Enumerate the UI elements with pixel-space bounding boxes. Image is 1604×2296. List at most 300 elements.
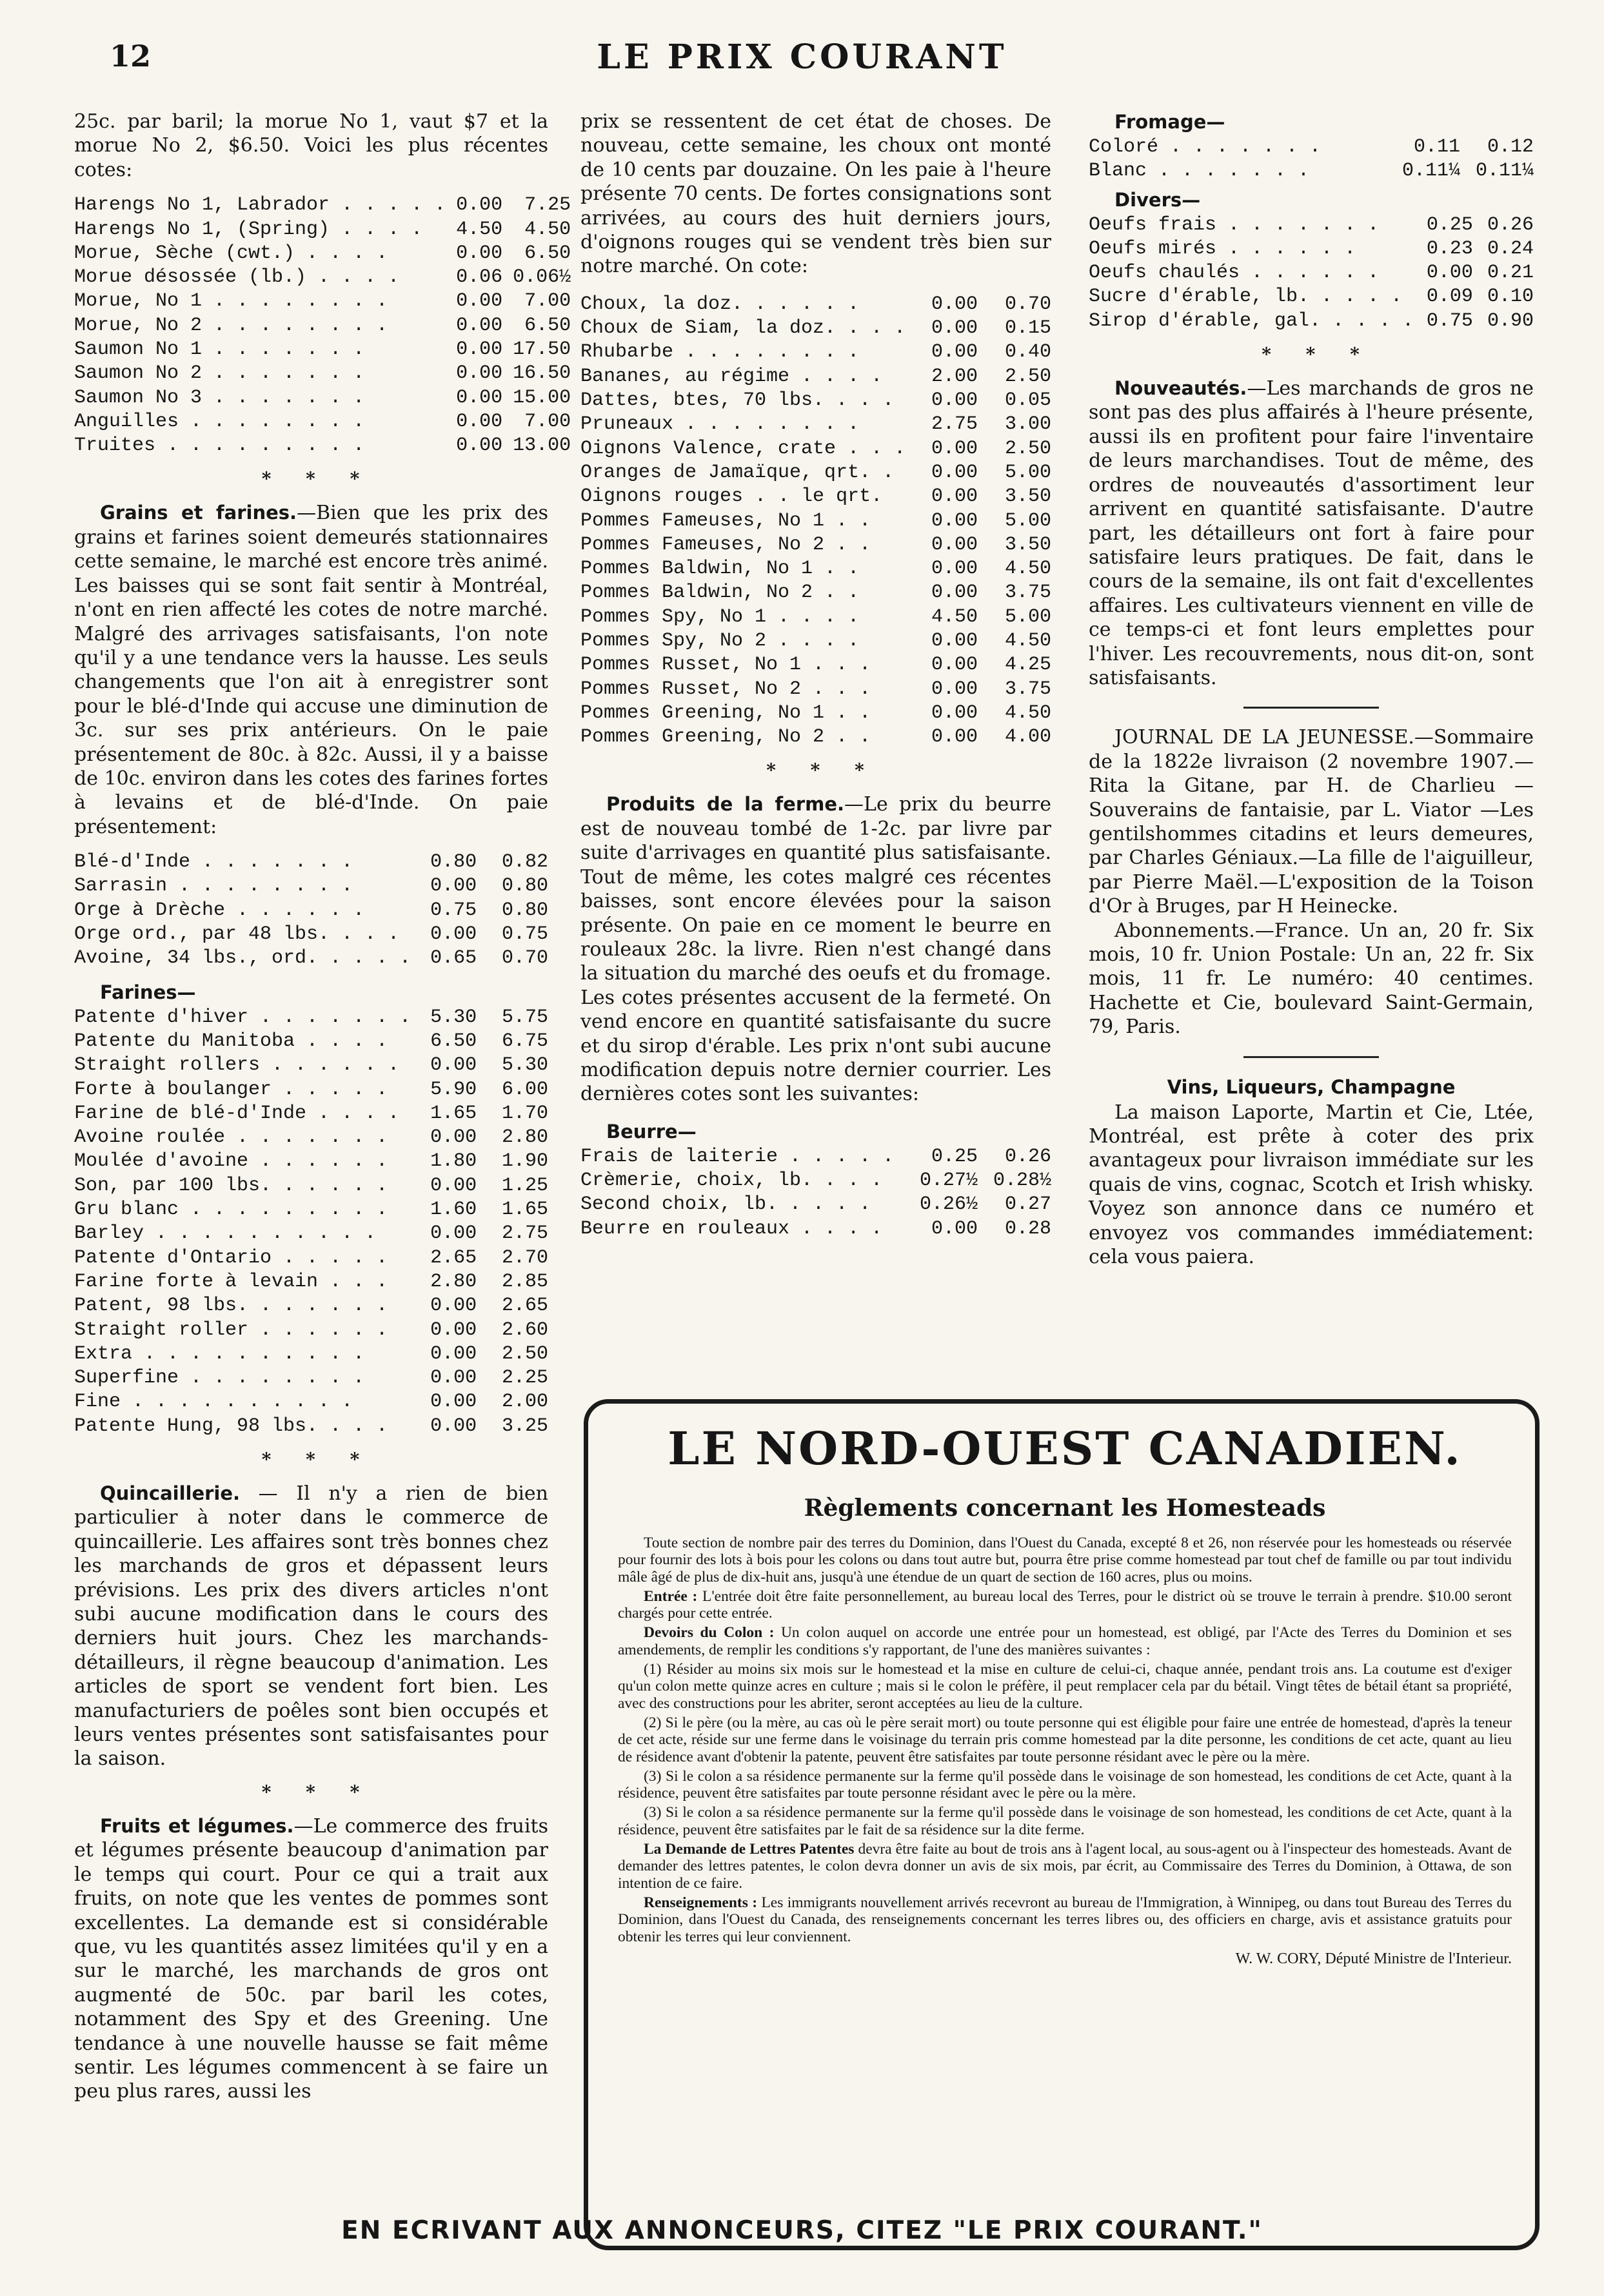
price-row <box>74 1415 548 1438</box>
fromage-heading: Fromage— <box>1114 111 1225 133</box>
price-row <box>1089 213 1534 237</box>
price-low: 0.00 <box>430 1342 477 1365</box>
column-2 <box>580 110 1051 1241</box>
fish-price-table <box>74 193 571 458</box>
price-row <box>74 1006 548 1030</box>
fish-intro: 25c. par baril; la morue No 1, vaut $7 et la morue No 2, $6.50. Voici les plus récentes cotes: <box>74 110 548 181</box>
section-divider-stars: * * * <box>1262 344 1374 366</box>
price-low: 0.00 <box>931 486 978 508</box>
grain-price-table <box>74 850 548 970</box>
item-name: Pommes Fameuses, No 2 . . <box>580 533 871 556</box>
item-name: Pommes Greening, No 1 . . <box>580 702 871 724</box>
item-name: Farine de blé-d'Inde . . . . <box>74 1102 400 1124</box>
price-high: 16.50 <box>513 362 571 385</box>
price-low: 0.06 <box>456 266 503 289</box>
ferme-text: —Le prix du beurre est de nouveau tombé de 1-2c. par livre par suite d'arrivages en quantité plus satisfaisante. Tout de même, les cotes malgré ces récentes baisses, sont encore élevées pour la saison présente. On paie en ce moment le beurre en rouleaux 28c. la livre. Rien n'est changé dans la situation du marché des oeufs et du fromage. Les cotes présentes accusent de la fermeté. On vend encore en quantité satisfaisante du sucre et du sirop d'érable. Les prix n'ont subi aucune modification depuis notre dernier courrier. Les dernières cotes sont les suivantes: <box>580 793 1051 1106</box>
price-row <box>1089 237 1534 261</box>
item-name: Straight rollers . . . . . . <box>74 1054 400 1077</box>
item-name: Pommes Spy, No 2 . . . . <box>580 630 860 652</box>
ad-signature: W. W. CORY, Député Ministre de l'Interieur. <box>1235 1950 1512 1967</box>
beurre-heading: Beurre— <box>606 1120 697 1143</box>
price-low: 0.11 <box>1413 136 1460 158</box>
price-row <box>74 899 548 923</box>
price-low: 4.50 <box>456 218 503 240</box>
price-low: 0.00 <box>430 875 477 898</box>
price-high: 5.00 <box>1004 461 1051 484</box>
price-low: 0.00 <box>456 435 503 457</box>
price-high: 2.25 <box>501 1367 548 1389</box>
price-high: 6.00 <box>501 1078 548 1101</box>
price-low: 0.00 <box>931 437 978 460</box>
vins-paragraph: La maison Laporte, Martin et Cie, Ltée, Montréal, est prête à coter des prix avantageux pour livraison immédiate sur les quais de vins, cognac, Scotch et Irish whisky. Voyez son annonce dans ce numéro et envoyez vos commandes immédiatement: cela vous paiera. <box>1089 1101 1534 1269</box>
item-name: Pommes Baldwin, No 1 . . <box>580 558 860 580</box>
grains-heading: Grains et farines. <box>100 502 297 524</box>
price-high: 1.25 <box>501 1174 548 1197</box>
price-low: 0.00 <box>456 242 503 264</box>
price-low: 0.11¼ <box>1401 160 1460 182</box>
butter-price-table <box>580 1145 1051 1241</box>
quincaillerie-heading: Quincaillerie. <box>100 1482 241 1504</box>
price-low: 0.00 <box>931 341 978 364</box>
ad-condition-1: (1) Résider au moins six mois sur le homestead et la mise en culture de celui-ci, chaque année, pendant trois ans. La coutume est d'exiger qu'un colon mette quinze acres en culture ; mais si le colon le préfère, il peut remplacer cela par du bétail. Vingt têtes de bétail étant sa propriété, avec des constructions pour les abriter, seront acceptées au lieu de la culture. <box>618 1661 1512 1712</box>
grains-paragraph <box>74 501 548 839</box>
price-high: 3.25 <box>501 1415 548 1437</box>
section-divider-stars: * * * <box>766 760 878 781</box>
item-name: Saumon No 3 . . . . . . . <box>74 386 365 409</box>
price-row <box>580 437 1051 461</box>
item-name: Saumon No 2 . . . . . . . <box>74 362 365 385</box>
price-low: 0.00 <box>430 1391 477 1413</box>
price-low: 0.00 <box>931 389 978 412</box>
price-row <box>74 874 548 898</box>
section-divider-stars: * * * <box>261 1781 374 1803</box>
vegetable-price-table <box>580 293 1051 750</box>
price-row <box>74 1390 548 1414</box>
item-name: Barley . . . . . . . . . . <box>74 1222 377 1245</box>
price-low: 0.00 <box>931 293 978 315</box>
price-high: 2.50 <box>501 1342 548 1365</box>
price-high: 7.25 <box>524 194 571 217</box>
price-row <box>74 242 571 266</box>
price-row <box>74 923 548 947</box>
price-low: 1.60 <box>430 1199 477 1221</box>
price-row <box>580 413 1051 437</box>
item-name: Truites . . . . . . . . . <box>74 435 365 457</box>
price-row <box>74 1078 548 1102</box>
item-name: Second choix, lb. . . . . <box>580 1193 871 1216</box>
price-low: 0.00 <box>931 533 978 556</box>
item-name: Pommes Russet, No 1 . . . <box>580 654 871 676</box>
ad-entree-text: L'entrée doit être faite personnellement, au bureau local des Terres, pour le district où se trouve le terrain à prendre. $10.00 seront chargés pour cette entrée. <box>618 1587 1512 1622</box>
price-row <box>74 1126 548 1150</box>
price-low: 5.30 <box>430 1006 477 1028</box>
item-name: Gru blanc . . . . . . . . . <box>74 1199 388 1221</box>
price-low: 0.23 <box>1426 237 1473 260</box>
price-row <box>74 1174 548 1198</box>
price-row <box>580 629 1051 653</box>
price-row <box>580 1145 1051 1169</box>
nouveautes-text: —Les marchands de gros ne sont pas des plus affairés à l'heure présente, aussi ils en profitent pour faire l'inventaire de leurs marchandises. Tout de même, des ordres de nouveautés d'assortiment leur arrivent en quantité satisfaisante. D'autre part, les détailleurs ont fort à faire pour satisfaire leurs pratiques. De fait, dans le cours de la semaine, ils ont fait d'excellentes affaires. Les cultivateurs viennent en ville de ce temps-ci et font leurs emplettes pour l'hiver. Les recouvrements, nous dit-on, sont satisfaisants. <box>1089 377 1534 689</box>
price-row <box>74 1054 548 1077</box>
abonnements-paragraph: Abonnements.—France. Un an, 20 fr. Six mois, 10 fr. Union Postale: Un an, 22 fr. Six mois, 11 fr. Le numéro: 40 centimes. Hachette et Cie, boulevard Saint-Germain, 79, Paris. <box>1089 919 1534 1039</box>
price-high: 0.28½ <box>993 1170 1051 1192</box>
price-low: 0.00 <box>430 923 477 946</box>
item-name: Forte à boulanger . . . . . <box>74 1078 388 1101</box>
price-row <box>1089 285 1534 309</box>
price-row <box>74 410 571 434</box>
price-high: 0.12 <box>1487 136 1534 158</box>
price-row <box>580 725 1051 749</box>
item-name: Rhubarbe . . . . . . . . <box>580 341 860 364</box>
ferme-paragraph <box>580 792 1051 1106</box>
item-name: Blanc . . . . . . . <box>1089 160 1310 182</box>
item-name: Extra . . . . . . . . . . <box>74 1342 365 1365</box>
price-row <box>580 509 1051 533</box>
price-row <box>74 362 571 386</box>
price-high: 4.50 <box>1004 630 1051 652</box>
item-name: Pommes Baldwin, No 2 . . <box>580 582 860 604</box>
item-name: Pommes Fameuses, No 1 . . <box>580 509 871 532</box>
price-low: 0.00 <box>430 1222 477 1245</box>
item-name: Oignons rouges . . le qrt. <box>580 486 883 508</box>
price-high: 15.00 <box>513 386 571 409</box>
journal-title: LE PRIX COURANT <box>597 37 1007 77</box>
item-name: Sarrasin . . . . . . . . <box>74 875 353 898</box>
price-high: 2.00 <box>501 1391 548 1413</box>
price-row <box>74 1294 548 1318</box>
price-row <box>74 434 571 458</box>
item-name: Farine forte à levain . . . <box>74 1270 388 1293</box>
vegetables-intro: prix se ressentent de cet état de choses. De nouveau, cette semaine, les choux ont monté de 10 cents par douzaine. On les paie à l'heure présente 70 cents. De fortes consignations sont arrivées, au cours des huit derniers jours, d'oignons rouges qui se vendent très bien sur notre marché. On cote: <box>580 110 1051 278</box>
item-name: Anguilles . . . . . . . . <box>74 410 365 433</box>
divers-price-table <box>1089 213 1534 333</box>
price-low: 0.00 <box>430 1174 477 1197</box>
price-high: 1.90 <box>501 1150 548 1173</box>
price-high: 2.75 <box>501 1222 548 1245</box>
ad-condition-3: (3) Si le colon a sa résidence permanente sur la ferme qu'il possède dans le voisinage de son homestead, les conditions de cet Acte, quant à la résidence, peuvent être satisfaites par toute personne résidant avec le père ou la mère. <box>618 1767 1512 1802</box>
price-high: 3.75 <box>1004 582 1051 604</box>
item-name: Son, par 100 lbs. . . . . . <box>74 1174 388 1197</box>
ad-condition-2: (2) Si le père (ou la mère, au cas où le père serait mort) ou toute personne qui est éligible pour faire une entrée de homestead, d'après la teneur de cet acte, réside sur une ferme dans le voisinage du terrain pris comme homestead par la dite personne, les conditions de cet acte, quant au lieu de résidence avant d'obtenir la patente, peuvent être satisfaites par toute personne résidant avec le père ou la mère. <box>618 1714 1512 1765</box>
ad-entree <box>618 1588 1512 1622</box>
quincaillerie-text: — Il n'y a rien de bien particulier à noter dans le commerce de quincaillerie. Les affaires sont très bonnes chez les marchands de gros et dépassent leurs prévisions. Les prix des divers articles n'ont subi aucune modification dans le cours des derniers huit jours. Chez les marchands-détailleurs, il règne beaucoup d'animation. Les articles de sport se vendent fort bien. Les manufacturiers de poêles sont bien occupés et leurs ventes présentes sont satisfaisantes pour la saison. <box>74 1482 548 1771</box>
fruits-heading: Fruits et légumes. <box>100 1814 294 1837</box>
ad-subtitle: Règlements concernant les Homesteads <box>804 1495 1326 1522</box>
price-row <box>580 702 1051 725</box>
price-high: 13.00 <box>513 435 571 457</box>
price-high: 3.00 <box>1004 413 1051 436</box>
item-name: Morue, No 1 . . . . . . . . <box>74 290 388 313</box>
price-high: 0.70 <box>1004 293 1051 315</box>
item-name: Patente d'Ontario . . . . . <box>74 1246 388 1269</box>
ad-title: LE NORD-OUEST CANADIEN. <box>668 1422 1462 1475</box>
item-name: Pommes Greening, No 2 . . <box>580 726 871 749</box>
price-low: 0.00 <box>931 461 978 484</box>
price-high: 4.50 <box>1004 702 1051 724</box>
price-row <box>580 365 1051 389</box>
item-name: Choux de Siam, la doz. . . . <box>580 317 906 340</box>
price-low: 0.00 <box>456 314 503 337</box>
price-row <box>580 557 1051 581</box>
price-row <box>74 193 571 217</box>
price-row <box>580 1169 1051 1193</box>
price-low: 2.00 <box>931 365 978 388</box>
fruits-text: —Le commerce des fruits et légumes présente beaucoup d'animation par le temps qui court. Pour ce qui a trait aux fruits, on note que les ventes de pommes sont excellentes. La demande est si considérable que, vu les quantités assez limitées qu'il y en a sur le marché, les marchands de gros ont augmenté de 50c. par baril les cotes, notamment des Spy et des Greening. Une tendance à une nouvelle hausse se fait même sentir. Les légumes commencent à se faire un peu plus rares, aussi les <box>74 1814 548 2103</box>
divider-rule <box>1243 1056 1379 1058</box>
fruits-paragraph <box>74 1814 548 2104</box>
item-name: Saumon No 1 . . . . . . . <box>74 339 365 360</box>
item-name: Dattes, btes, 70 lbs. . . . <box>580 389 895 412</box>
price-low: 0.00 <box>931 509 978 532</box>
price-low: 0.65 <box>430 947 477 970</box>
item-name: Moulée d'avoine . . . . . . <box>74 1150 388 1173</box>
price-high: 7.00 <box>524 410 571 433</box>
price-low: 2.80 <box>430 1270 477 1293</box>
price-row <box>580 340 1051 364</box>
price-row <box>74 1319 548 1342</box>
price-high: 0.82 <box>501 851 548 874</box>
ad-devoirs-text: Un colon auquel on accorde une entrée pour un homestead, est obligé, par l'Acte des Terres du Dominion et ses amendements, de remplir les conditions s'y rapportant, de l'une des manières suivantes : <box>618 1624 1512 1658</box>
item-name: Oignons Valence, crate . . . <box>580 437 906 460</box>
price-row <box>580 293 1051 317</box>
item-name: Superfine . . . . . . . . <box>74 1367 365 1389</box>
price-low: 0.00 <box>456 290 503 313</box>
price-low: 0.00 <box>1426 262 1473 284</box>
price-row <box>74 1198 548 1222</box>
price-high: 0.05 <box>1004 389 1051 412</box>
price-row <box>580 605 1051 629</box>
homestead-advertisement <box>584 1399 1540 2250</box>
ad-rens-text: Les immigrants nouvellement arrivés recevront au bureau de l'Immigration, à Winnipeg, ou dans tout Bureau des Terres du Dominion, dans l'Ouest du Canada, des renseignements concernant les terres libres ou, des officiers en charge, avis et assistance gratuits pour obtenir les terres qui leur conviennent. <box>618 1894 1512 1945</box>
price-row <box>74 1150 548 1173</box>
price-high: 2.60 <box>501 1319 548 1341</box>
price-high: 4.00 <box>1004 726 1051 749</box>
ad-devoirs-label: Devoirs du Colon : <box>644 1624 775 1642</box>
item-name: Coloré . . . . . . . <box>1089 136 1322 158</box>
price-low: 5.90 <box>430 1078 477 1101</box>
price-high: 5.30 <box>501 1054 548 1077</box>
price-high: 0.21 <box>1487 262 1534 284</box>
item-name: Oranges de Jamaïque, qrt. . <box>580 461 895 484</box>
price-low: 0.00 <box>931 558 978 580</box>
ad-devoirs <box>618 1624 1512 1658</box>
price-high: 5.00 <box>1004 605 1051 628</box>
price-low: 0.00 <box>456 339 503 360</box>
section-divider-stars: * * * <box>261 468 374 490</box>
section-divider-stars: * * * <box>261 1449 374 1470</box>
price-low: 2.65 <box>430 1246 477 1269</box>
price-row <box>74 266 571 289</box>
price-high: 2.50 <box>1004 437 1051 460</box>
ad-condition-4: (3) Si le colon a sa résidence permanente sur la ferme qu'il possède dans le voisinage de son homestead, les conditions de cet Acte, quant à la résidence, peuvent être satisfaites par le fait de sa résidence sur la dite ferme. <box>618 1804 1512 1838</box>
ad-demande <box>618 1841 1512 1892</box>
item-name: Orge ord., par 48 lbs. . . . <box>74 923 400 946</box>
price-high: 6.75 <box>501 1030 548 1052</box>
price-row <box>580 461 1051 485</box>
item-name: Patent, 98 lbs. . . . . . . <box>74 1295 388 1317</box>
price-high: 0.70 <box>501 947 548 970</box>
price-low: 0.00 <box>456 362 503 385</box>
price-row <box>74 338 571 362</box>
price-high: 4.25 <box>1004 654 1051 676</box>
price-low: 0.00 <box>456 386 503 409</box>
price-low: 1.65 <box>430 1102 477 1124</box>
item-name: Blé-d'Inde . . . . . . . <box>74 851 353 874</box>
price-low: 0.09 <box>1426 286 1473 308</box>
price-low: 0.00 <box>931 726 978 749</box>
price-high: 5.75 <box>501 1006 548 1028</box>
divers-heading: Divers— <box>1114 188 1201 211</box>
item-name: Frais de laiterie . . . . . <box>580 1145 895 1168</box>
divider-rule <box>1243 707 1379 709</box>
price-row <box>580 485 1051 509</box>
price-high: 2.50 <box>1004 365 1051 388</box>
price-low: 0.75 <box>1426 309 1473 332</box>
price-row <box>580 317 1051 340</box>
price-low: 0.80 <box>430 851 477 874</box>
ad-entree-label: Entrée : <box>644 1587 698 1605</box>
item-name: Morue désossée (lb.) . . . . <box>74 266 400 289</box>
price-high: 2.80 <box>501 1126 548 1149</box>
price-low: 0.26½ <box>919 1193 978 1216</box>
price-low: 0.25 <box>931 1145 978 1168</box>
item-name: Fine . . . . . . . . . . <box>74 1391 353 1413</box>
column-1 <box>74 110 571 2104</box>
footer-notice: EN ECRIVANT AUX ANNONCEURS, CITEZ "LE PRIX COURANT." <box>341 2216 1263 2245</box>
price-high: 1.65 <box>501 1199 548 1221</box>
price-high: 2.65 <box>501 1295 548 1317</box>
journal-jeunesse-paragraph: JOURNAL DE LA JEUNESSE.—Sommaire de la 1822e livraison (2 novembre 1907.—Rita la Gitane, par H. de Charlieu —Souverains de fantaisie, par L. Viator —Les gentilshommes citadins et leurs demeures, par Charles Géniaux.—La fille de l'aiguilleur, par Pierre Maël.—L'exposition de la Toison d'Or à Bruges, par H Heinecke. <box>1089 726 1534 918</box>
item-name: Patente d'hiver . . . . . . . <box>74 1006 411 1028</box>
price-low: 0.00 <box>430 1319 477 1341</box>
ad-rens-label: Renseignements : <box>644 1894 758 1911</box>
price-low: 0.75 <box>430 899 477 921</box>
item-name: Orge à Drèche . . . . . . <box>74 899 365 921</box>
price-low: 0.00 <box>456 194 503 217</box>
price-row <box>580 1217 1051 1241</box>
price-high: 0.28 <box>1004 1217 1051 1240</box>
price-row <box>74 386 571 410</box>
price-low: 0.00 <box>931 1217 978 1240</box>
price-high: 0.15 <box>1004 317 1051 340</box>
price-high: 2.85 <box>501 1270 548 1293</box>
price-row <box>74 1342 548 1366</box>
item-name: Oeufs frais . . . . . . . <box>1089 213 1380 236</box>
price-high: 0.06½ <box>513 266 571 289</box>
farines-heading: Farines— <box>100 981 196 1003</box>
item-name: Patente Hung, 98 lbs. . . . <box>74 1415 388 1437</box>
price-row <box>580 1193 1051 1217</box>
ad-demande-label: La Demande de Lettres Patentes <box>644 1841 855 1858</box>
item-name: Morue, No 2 . . . . . . . . <box>74 314 388 337</box>
item-name: Harengs No 1, (Spring) . . . . <box>74 218 423 240</box>
price-high: 6.50 <box>524 242 571 264</box>
vins-heading: Vins, Liqueurs, Champagne <box>1167 1075 1456 1098</box>
price-low: 2.75 <box>931 413 978 436</box>
price-low: 6.50 <box>430 1030 477 1052</box>
price-low: 0.27½ <box>919 1170 978 1192</box>
price-low: 4.50 <box>931 605 978 628</box>
price-high: 0.26 <box>1004 1145 1051 1168</box>
item-name: Bananes, au régime . . . . <box>580 365 883 388</box>
page-number: 12 <box>110 39 152 74</box>
price-high: 0.75 <box>501 923 548 946</box>
ad-demande-text: devra être faite au bout de trois ans à l'agent local, au sous-agent ou à l'inspecteur des homesteads. Avant de demander des lettres patentes, le colon devra donner un avis de six mois, par écrit, au Commissaire des Terres du Dominion, à Ottawa, de son intention de ce faire. <box>618 1841 1512 1892</box>
ferme-heading: Produits de la ferme. <box>606 793 845 816</box>
price-row <box>74 1366 548 1390</box>
item-name: Pruneaux . . . . . . . . <box>580 413 860 436</box>
price-low: 0.00 <box>931 630 978 652</box>
price-row <box>74 1246 548 1270</box>
price-low: 0.00 <box>430 1054 477 1077</box>
item-name: Harengs No 1, Labrador . . . . . <box>74 194 446 217</box>
item-name: Avoine roulée . . . . . . . <box>74 1126 388 1149</box>
price-high: 0.40 <box>1004 341 1051 364</box>
item-name: Avoine, 34 lbs., ord. . . . . <box>74 947 411 970</box>
price-row <box>74 218 571 242</box>
item-name: Morue, Sèche (cwt.) . . . . <box>74 242 388 264</box>
price-row <box>580 653 1051 677</box>
item-name: Patente du Manitoba . . . . <box>74 1030 388 1052</box>
price-high: 6.50 <box>524 314 571 337</box>
price-row <box>74 289 571 313</box>
price-row <box>74 850 548 874</box>
price-row <box>580 678 1051 702</box>
price-row <box>580 581 1051 605</box>
grains-text: —Bien que les prix des grains et farines soient demeurés stationnaires cette semaine, le marché est encore très animé. Les baisses qui se sont fait sentir à Montréal, n'ont en rien affecté les cotes de notre marché. Malgré des arrivages satisfaisants, l'on note qu'il y a une tendance vers la hausse. Les seuls changements que l'on ait à enregistrer sont pour le blé-d'Inde qui accuse une diminution de 3c. sur ses prix antérieurs. On le paie présentement de 80c. à 82c. Aussi, il y a baisse de 10c. environ dans les cotes des farines fortes à levains et de blé-d'Inde. On paie présentement: <box>74 502 548 838</box>
price-high: 4.50 <box>1004 558 1051 580</box>
price-low: 0.00 <box>931 678 978 700</box>
price-high: 0.24 <box>1487 237 1534 260</box>
item-name: Oeufs mirés . . . . . . <box>1089 237 1356 260</box>
price-row <box>580 389 1051 413</box>
item-name: Beurre en rouleaux . . . . <box>580 1217 883 1240</box>
quincaillerie-paragraph <box>74 1482 548 1771</box>
price-high: 7.00 <box>524 290 571 313</box>
price-low: 0.00 <box>430 1295 477 1317</box>
price-low: 0.00 <box>430 1126 477 1149</box>
price-row <box>74 314 571 338</box>
price-low: 0.25 <box>1426 213 1473 236</box>
price-row <box>1089 261 1534 285</box>
price-high: 0.27 <box>1004 1193 1051 1216</box>
price-high: 1.70 <box>501 1102 548 1124</box>
ad-renseignements <box>618 1894 1512 1945</box>
item-name: Oeufs chaulés . . . . . . <box>1089 262 1380 284</box>
price-low: 0.00 <box>430 1367 477 1389</box>
price-high: 0.26 <box>1487 213 1534 236</box>
price-row <box>74 1270 548 1294</box>
column-3 <box>1089 110 1534 1269</box>
price-high: 3.75 <box>1004 678 1051 700</box>
cheese-price-table <box>1089 135 1534 184</box>
price-row <box>580 533 1051 557</box>
price-high: 0.80 <box>501 899 548 921</box>
item-name: Straight roller . . . . . . <box>74 1319 388 1341</box>
price-high: 4.50 <box>524 218 571 240</box>
flour-price-table <box>74 1006 548 1438</box>
price-row <box>1089 309 1534 333</box>
item-name: Sirop d'érable, gal. . . . . <box>1089 309 1414 332</box>
price-high: 0.90 <box>1487 309 1534 332</box>
nouveautes-paragraph <box>1089 377 1534 690</box>
price-high: 0.10 <box>1487 286 1534 308</box>
item-name: Pommes Russet, No 2 . . . <box>580 678 871 700</box>
price-high: 17.50 <box>513 339 571 360</box>
price-low: 0.00 <box>931 654 978 676</box>
price-low: 0.00 <box>931 582 978 604</box>
item-name: Crèmerie, choix, lb. . . . <box>580 1170 883 1192</box>
